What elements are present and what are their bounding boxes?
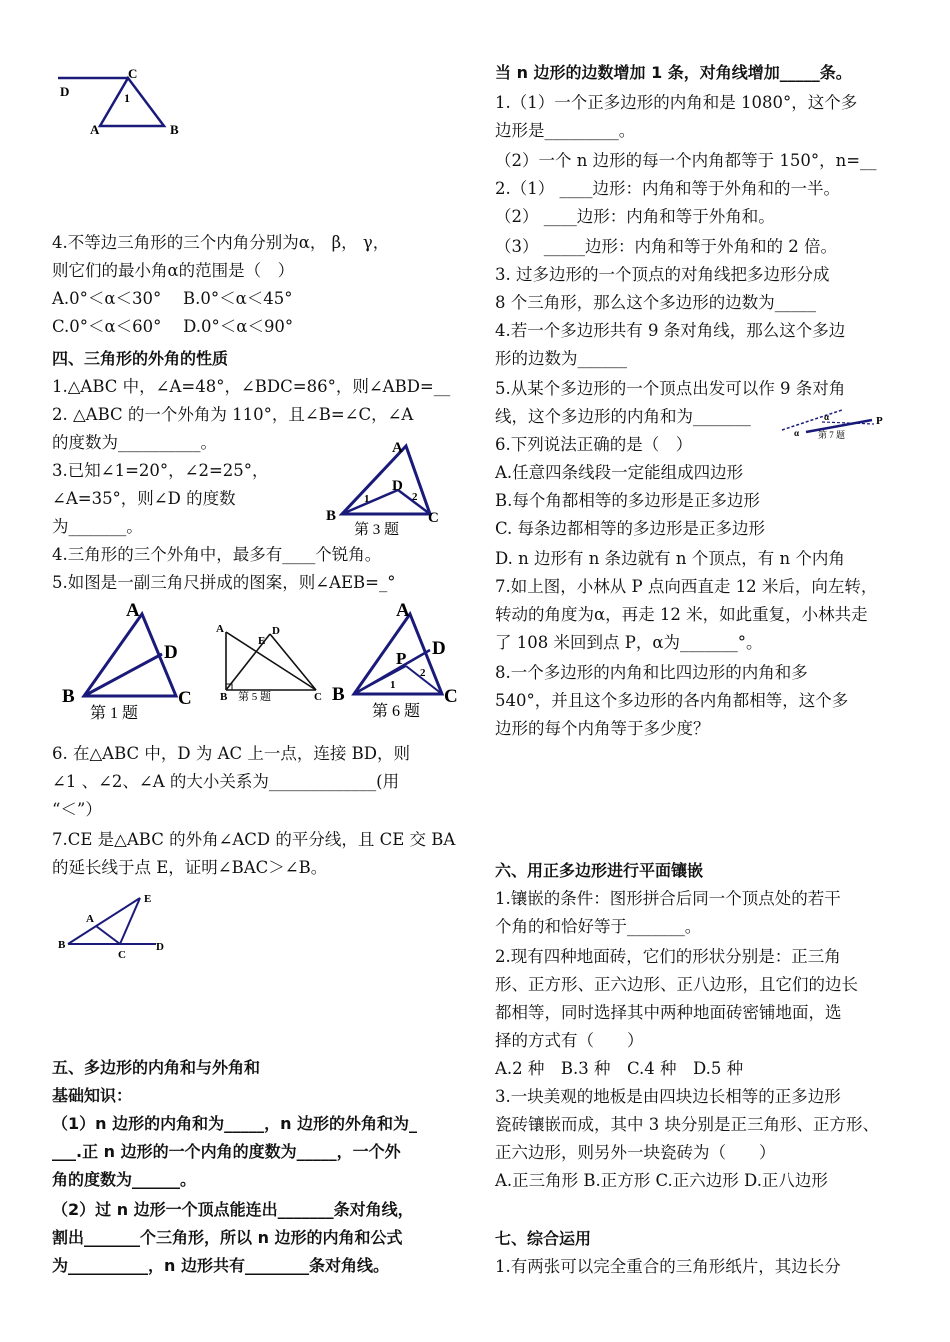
figure-5 (212, 620, 336, 706)
label-2: 2 (412, 491, 418, 503)
label-e: E (258, 635, 266, 647)
label-a: A (126, 600, 140, 621)
text-line: 瓷砖镶嵌而成，其中 3 块分别是正三角形、正方形、 (495, 1115, 879, 1134)
label-alpha-1: α (824, 412, 830, 422)
label-b: B (62, 686, 75, 707)
text-line: 2.现有四种地面砖，它们的形状分别是：正三角 (495, 947, 841, 966)
text-line: A.任意四条线段一定能组成四边形 (495, 463, 744, 482)
label-c: C (314, 691, 322, 703)
heading-line: ___.正 n 边形的一个内角的度数为_____，一个外 (52, 1142, 401, 1161)
heading-line: （1）n 边形的内角和为_____，n 边形的外角和为_ (52, 1114, 418, 1133)
text-line: 的延长线于点 E，证明∠BAC＞∠B。 (52, 858, 328, 877)
label-a: A (90, 122, 100, 137)
label-a: A (392, 440, 403, 456)
text-line: 边形的每个内角等于多少度？ (495, 719, 710, 738)
text-line: 4.不等边三角形的三个内角分别为α， β， γ， (52, 233, 390, 252)
label-c: C (428, 510, 439, 526)
label-b: B (326, 508, 337, 524)
label-c: C (444, 686, 458, 707)
label-d: D (156, 941, 164, 953)
text-line: 形、正方形、正六边形、正八边形，且它们的边长 (495, 975, 858, 994)
text-line: 1.△ABC 中，∠A=48°，∠BDC=86°，则∠ABD=__ (52, 377, 451, 396)
heading-line: 五、多边形的内角和与外角和 (52, 1058, 261, 1077)
label-alpha-2: α (794, 428, 800, 438)
caption: 第 6 题 (372, 703, 421, 720)
text-line: 1.有两张可以完全重合的三角形纸片，其边长分 (495, 1257, 841, 1276)
label-b: B (332, 684, 345, 705)
caption: 第 1 题 (90, 705, 139, 722)
label-p: P (876, 415, 883, 427)
text-line: 转动的角度为α，再走 12 米，如此重复，小林共走 (495, 605, 868, 624)
text-line: B.每个角都相等的多边形是正多边形 (495, 491, 760, 510)
label-d: D (164, 642, 178, 663)
label-1: 1 (124, 91, 130, 105)
text-line: 6.下列说法正确的是（ ） (495, 435, 693, 454)
heading-line: 基础知识： (52, 1086, 133, 1105)
text-line: 则它们的最小角α的范围是（ ） (52, 261, 295, 280)
label-1: 1 (364, 493, 370, 505)
text-line: C. 每条边都相等的多边形是正多边形 (495, 519, 766, 538)
text-line: 3.已知∠1=20°，∠2=25°， (52, 461, 269, 480)
text-line: 8 个三角形，那么这个多边形的边数为_____ (495, 293, 816, 312)
text-line: 都相等，同时选择其中两种地面砖密铺地面，选 (495, 1003, 842, 1022)
text-line: 1.镶嵌的条件：图形拼合后同一个顶点处的若干 (495, 889, 841, 908)
heading-line: 当 n 边形的边数增加 1 条，对角线增加_____条。 (495, 63, 852, 82)
heading-line: 四、三角形的外角的性质 (52, 349, 229, 368)
text-line: 5.从某个多边形的一个顶点出发可以作 9 条对角 (495, 379, 846, 398)
text-line: 的度数为__________。 (52, 433, 217, 452)
heading-line: 七、综合运用 (495, 1229, 592, 1248)
figure-1 (60, 600, 200, 724)
figure-3 (322, 432, 452, 536)
text-line: 为_______。 (52, 517, 143, 536)
label-b: B (220, 691, 228, 703)
caption: 第 3 题 (354, 522, 400, 536)
text-line: 6. 在△ABC 中，D 为 AC 上一点，连接 BD，则 (52, 744, 410, 763)
text-line: “＜”） (52, 800, 102, 819)
text-line: A.2 种 B.3 种 C.4 种 D.5 种 (495, 1059, 744, 1078)
text-line: （3） _____边形：内角和等于外角和的 2 倍。 (495, 237, 837, 256)
label-d: D (60, 84, 70, 99)
figure-7 (778, 406, 896, 444)
text-line: A.正三角形 B.正方形 C.正六边形 D.正八边形 (495, 1171, 828, 1190)
text-line: （2） ____边形：内角和等于外角和。 (495, 207, 775, 226)
heading-line: 割出_______个三角形，所以 n 边形的内角和公式 (52, 1228, 403, 1247)
text-line: 个角的和恰好等于_______。 (495, 917, 702, 936)
figure-top-triangle (52, 62, 202, 142)
heading-line: 角的度数为______。 (52, 1170, 197, 1189)
label-a: A (86, 913, 94, 925)
text-line: 了 108 米回到点 P，α为_______°。 (495, 633, 763, 652)
text-line: 2.（1） ____边形：内角和等于外角和的一半。 (495, 179, 840, 198)
label-e: E (144, 893, 152, 905)
label-a: A (216, 623, 224, 635)
label-c: C (118, 949, 126, 961)
caption: 第 5 题 (238, 691, 271, 703)
label-d: D (432, 638, 446, 659)
label-d: D (272, 625, 280, 637)
text-line: 1.（1）一个正多边形的内角和是 1080°，这个多 (495, 93, 858, 112)
text-line: 线，这个多边形的内角和为_______ (495, 407, 751, 426)
text-line: 4.三角形的三个外角中，最多有____个锐角。 (52, 545, 382, 564)
text-line: 7.如上图，小林从 P 点向西直走 12 米后，向左转， (495, 577, 878, 596)
label-1: 1 (390, 679, 396, 691)
text-line: 8.一个多边形的内角和比四边形的内角和多 (495, 663, 808, 682)
text-line: 边形是_________。 (495, 121, 636, 140)
text-line: 540°，并且这个多边形的各内角都相等，这个多 (495, 691, 849, 710)
text-line: ∠A=35°，则∠D 的度数 (52, 489, 236, 508)
text-line: 择的方式有（ ） (495, 1031, 644, 1050)
label-a: A (396, 600, 410, 621)
text-line: 3.一块美观的地板是由四块边长相等的正多边形 (495, 1087, 841, 1106)
text-line: A.0°＜α＜30° B.0°＜α＜45° (52, 289, 293, 308)
figure-6 (332, 600, 466, 724)
label-b: B (170, 122, 179, 137)
heading-line: （2）过 n 边形一个顶点能连出_______条对角线， (52, 1200, 414, 1219)
text-line: 形的边数为______ (495, 349, 627, 368)
figure-q7 (56, 888, 176, 968)
text-line: 正六边形，则另外一块瓷砖为（ ） (495, 1143, 776, 1162)
label-2: 2 (420, 667, 426, 679)
text-line: （2）一个 n 边形的每一个内角都等于 150°，n=__ (495, 151, 877, 170)
text-line: D. n 边形有 n 条边就有 n 个顶点，有 n 个内角 (495, 549, 845, 568)
text-line: 3. 过多边形的一个顶点的对角线把多边形分成 (495, 265, 830, 284)
caption: 第 7 题 (818, 430, 846, 440)
text-line: ∠1 、∠2、∠A 的大小关系为_____________(用 (52, 772, 400, 791)
heading-line: 六、用正多边形进行平面镶嵌 (495, 861, 704, 880)
label-p: P (396, 649, 407, 668)
label-d: D (392, 478, 403, 494)
text-line: C.0°＜α＜60° D.0°＜α＜90° (52, 317, 294, 336)
heading-line: 为__________，n 边形共有________条对角线。 (52, 1256, 389, 1275)
label-b: B (58, 939, 66, 951)
text-line: 2. △ABC 的一个外角为 110°，且∠B=∠C，∠A (52, 405, 414, 424)
text-line: 4.若一个多边形共有 9 条对角线，那么这个多边 (495, 321, 846, 340)
text-line: 7.CE 是△ABC 的外角∠ACD 的平分线，且 CE 交 BA (52, 830, 456, 849)
text-line: 5.如图是一副三角尺拼成的图案，则∠AEB=_° (52, 573, 396, 592)
label-c: C (128, 66, 138, 81)
label-c: C (178, 688, 192, 709)
